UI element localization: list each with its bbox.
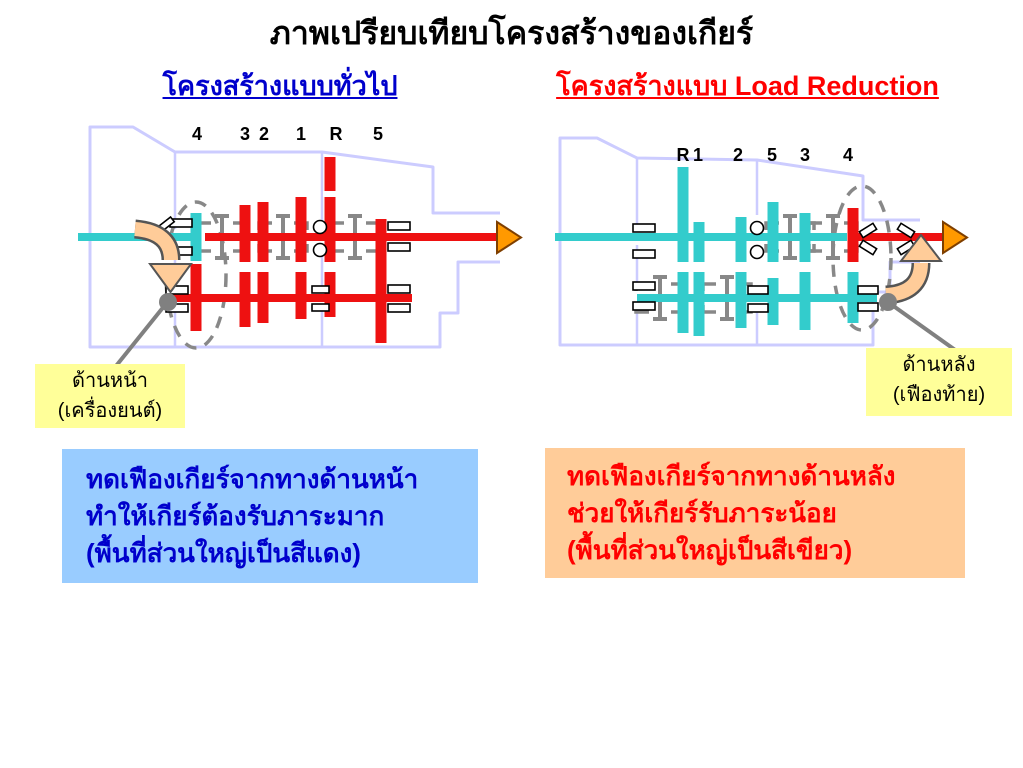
gear-number-label: 1 [692, 145, 704, 165]
output-arrow [943, 222, 967, 253]
note-line: ทดเฟืองเกียร์จากทางด้านหลัง [567, 461, 896, 491]
bearing [388, 243, 410, 251]
bearing [312, 304, 329, 311]
bearing [312, 286, 329, 293]
bearing [388, 304, 410, 312]
gear-bar [240, 205, 251, 262]
gear-bar [191, 264, 202, 331]
bearing [633, 250, 655, 258]
bearing [858, 286, 878, 294]
shaft-end-marker [159, 293, 177, 311]
gear-bar [694, 222, 705, 262]
bearing [633, 282, 655, 290]
counter-shaft [637, 294, 877, 302]
idler-circle [751, 246, 764, 259]
note-line: (พื้นที่ส่วนใหญ่เป็นสีเขียว) [567, 535, 853, 565]
note-line: (พื้นที่ส่วนใหญ่เป็นสีแดง) [86, 538, 361, 568]
gear-number-label: 3 [239, 124, 251, 144]
gear-bar [736, 217, 747, 262]
gear-number-label: R [329, 124, 343, 144]
left-section-heading: โครงสร้างแบบทั่วไป [162, 71, 398, 101]
note-line: ทำให้เกียร์ต้องรับภาระมาก [86, 501, 385, 531]
idler-circle [751, 222, 764, 235]
idler-circle [314, 244, 327, 257]
gear-bar [296, 272, 307, 319]
gear-number-label: R [676, 145, 690, 165]
left-note-box [62, 449, 478, 583]
transfer-arrow-body [135, 229, 171, 260]
callout-line: (เฟืองท้าย) [892, 384, 986, 406]
gear-number-label: 2 [732, 145, 744, 165]
note-line: ช่วยให้เกียร์รับภาระน้อย [567, 498, 837, 528]
gear-number-label: 4 [842, 145, 854, 165]
gear-bar [258, 202, 269, 262]
callout-line: ด้านหลัง [902, 354, 976, 376]
bearing [633, 302, 655, 310]
callout-leader-line [892, 305, 958, 352]
bearing [388, 222, 410, 230]
idler-circle [314, 221, 327, 234]
gear-bar [800, 272, 811, 330]
gear-bar [768, 202, 779, 262]
left-diagram-conventional [78, 124, 521, 366]
gear-number-label: 5 [766, 145, 778, 165]
callout-line: (เครื่องยนต์) [57, 400, 163, 422]
right-diagram-load-reduction [555, 138, 967, 352]
bearing [388, 285, 410, 293]
bearing [633, 224, 655, 232]
note-line: ทดเฟืองเกียร์จากทางด้านหน้า [86, 464, 419, 494]
gear-5 [376, 219, 387, 343]
output-arrow [497, 222, 521, 253]
gear-number-label: 3 [799, 145, 811, 165]
gear-bar [296, 197, 307, 262]
gear-bar [848, 272, 859, 323]
gear-bar [258, 272, 269, 323]
gear-bar [736, 272, 747, 328]
rear-differential-callout [866, 348, 1012, 416]
gear-number-label: 1 [295, 124, 307, 144]
gear-bar [694, 272, 705, 336]
callout-leader-line [116, 305, 165, 366]
front-engine-callout [35, 364, 185, 428]
reverse-gear [678, 167, 689, 262]
gear-4-loaded [848, 208, 859, 262]
gear-number-label: 2 [258, 124, 270, 144]
gear-bar [240, 272, 251, 327]
gear-bar [678, 272, 689, 333]
bearing [858, 303, 878, 311]
right-note-box [545, 448, 965, 578]
gear-gap [323, 191, 337, 197]
gear-bar [768, 278, 779, 325]
slide-title: ภาพเปรียบเทียบโครงสร้างของเกียร์ [269, 15, 754, 51]
right-section-heading: โครงสร้างแบบ Load Reduction [556, 71, 939, 101]
gear-number-label: 4 [191, 124, 203, 144]
bearing [748, 304, 768, 312]
bearing [748, 286, 768, 294]
bearing [859, 240, 876, 254]
shaft-end-marker [879, 293, 897, 311]
gear-number-label: 5 [372, 124, 384, 144]
callout-line: ด้านหน้า [72, 370, 148, 392]
gear-bar [800, 213, 811, 262]
